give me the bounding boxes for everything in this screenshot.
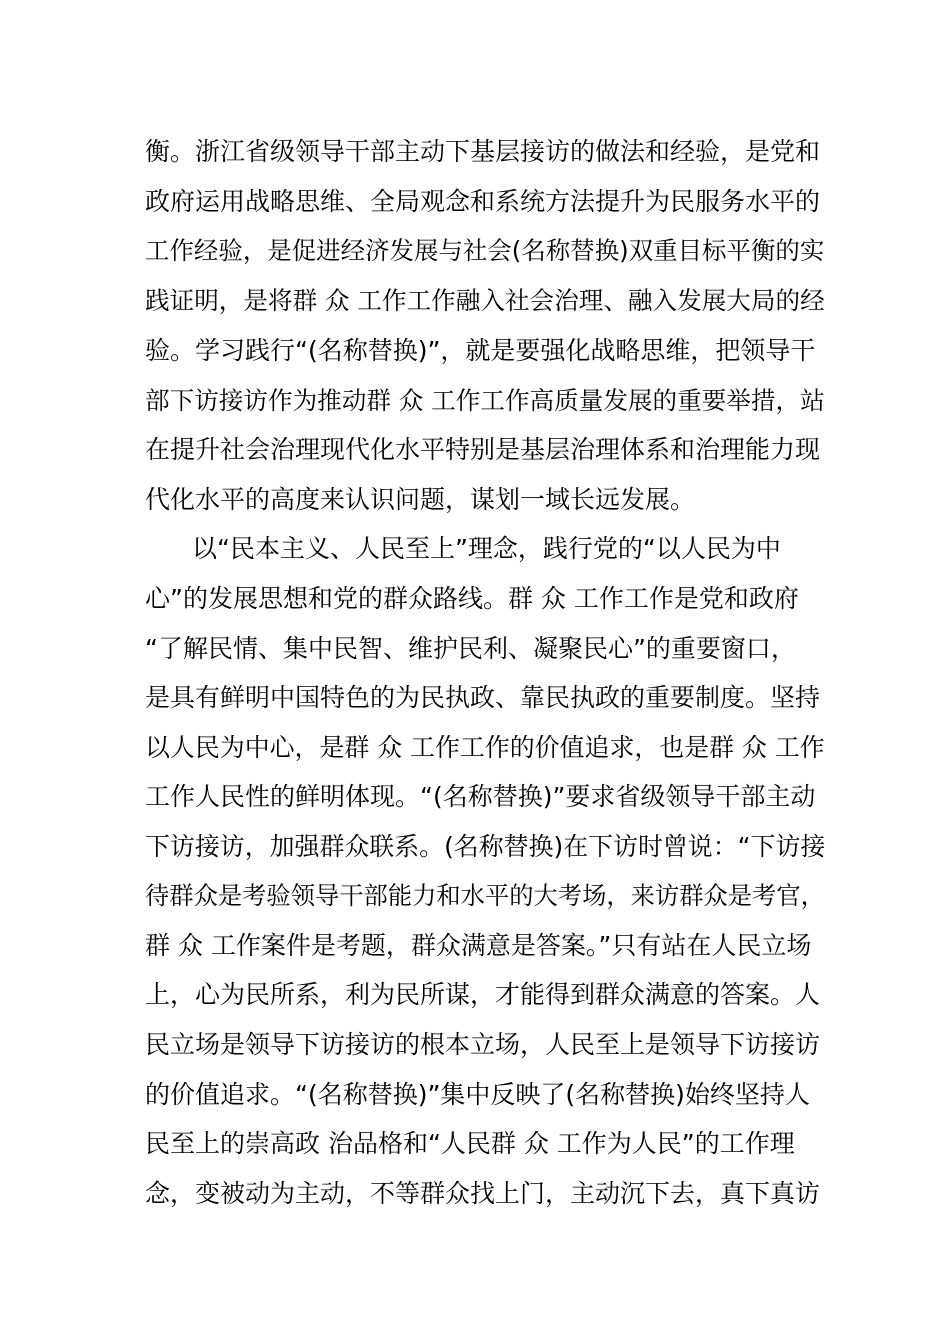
text-line: 工作经验，是促进经济发展与社会(名称替换)双重目标平衡的实 [145,236,825,265]
text-line: 心”的发展思想和党的群众路线。群 众 工作工作是党和政府 [145,584,799,613]
text-line: 上，心为民所系，利为民所谋，才能得到群众满意的答案。人 [145,980,821,1009]
text-line: 政府运用战略思维、全局观念和系统方法提升为民服务水平的 [145,187,821,216]
text-line: 是具有鲜明中国特色的为民执政、靠民执政的重要制度。坚持 [145,683,821,712]
text-line: 待群众是考验领导干部能力和水平的大考场，来访群众是考官， [145,881,825,910]
text-line: 民至上的崇高政 治品格和“人民群 众 工作为人民”的工作理 [145,1129,795,1158]
text-line: 在提升社会治理现代化水平特别是基层治理体系和治理能力现 [145,435,821,464]
text-line: 践证明，是将群 众 工作工作融入社会治理、融入发展大局的经 [145,286,825,315]
text-line: 工作人民性的鲜明体现。“(名称替换)”要求省级领导干部主动 [145,782,816,811]
text-line: 代化水平的高度来认识问题，谋划一域长远发展。 [145,485,696,514]
text-line: “了解民情、集中民智、维护民利、凝聚民心”的重要窗口， [145,634,796,663]
text-line: 念，变被动为主动，不等群众找上门，主动沉下去，真下真访 [145,1179,821,1208]
text-line: 民立场是领导下访接访的根本立场，人民至上是领导下访接访 [145,1030,821,1059]
paragraph-first-line: 以“民本主义、人民至上”理念，践行党的“以人民为中 [192,534,781,563]
text-line: 的价值追求。“(名称替换)”集中反映了(名称替换)始终坚持人 [145,1080,810,1109]
text-line: 以人民为中心，是群 众 工作工作的价值追求，也是群 众 工作 [145,733,825,762]
text-line: 下访接访，加强群众联系。(名称替换)在下访时曾说：“下访接 [145,832,826,861]
text-line: 衡。浙江省级领导干部主动下基层接访的做法和经验，是党和 [145,137,821,166]
text-line: 群 众 工作案件是考题，群众满意是答案。”只有站在人民立场 [145,931,812,960]
text-line: 部下访接访作为推动群 众 工作工作高质量发展的重要举措，站 [145,386,825,415]
text-line: 验。学习践行“(名称替换)”，就是要强化战略思维，把领导干 [145,336,816,365]
